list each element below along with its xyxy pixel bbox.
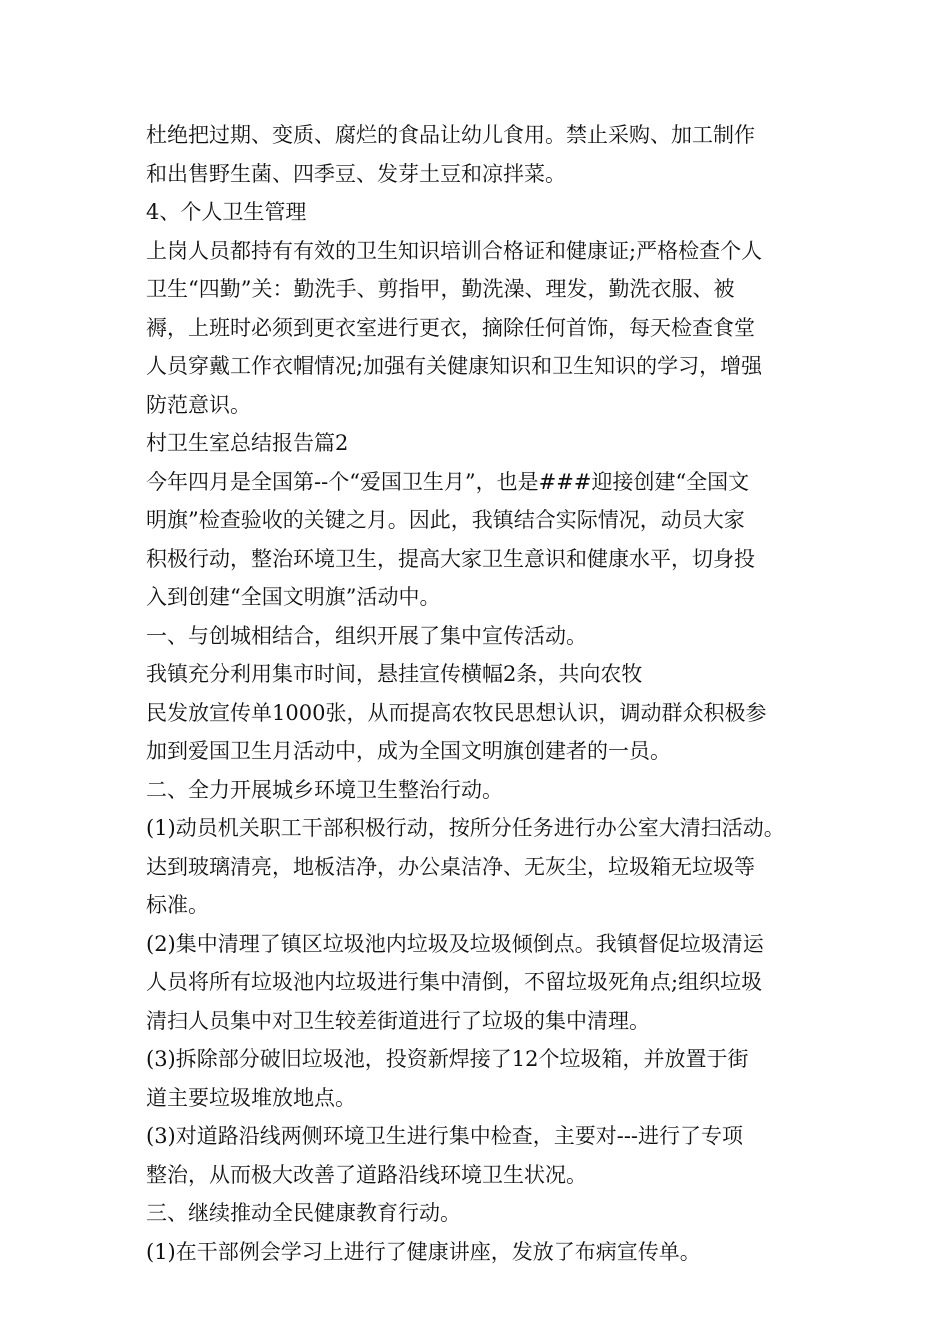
text-line: (2)集中清理了镇区垃圾池内垃圾及垃圾倾倒点。我镇督促垃圾清运: [146, 931, 764, 956]
text-line: 达到玻璃清亮，地板洁净，办公桌洁净、无灰尘，垃圾箱无垃圾等: [146, 854, 755, 879]
section-heading: 三、继续推动全民健康教育行动。: [146, 1201, 461, 1225]
text-line: 民发放宣传单1000张，从而提高农牧民思想认识，调动群众积极参: [146, 700, 767, 725]
text-line: (3)拆除部分破旧垃圾池，投资新焊接了12个垃圾箱，并放置于街: [146, 1047, 749, 1071]
text-line: 加到爱国卫生月活动中，成为全国文明旗创建者的一员。: [146, 739, 671, 763]
section-heading: 4、个人卫生管理: [146, 200, 307, 224]
text-line: 明旗”检查验收的关键之月。因此，我镇结合实际情况，动员大家: [146, 508, 745, 532]
text-line: 今年四月是全国第--个“爱国卫生月”，也是###迎接创建“全国文: [146, 469, 750, 494]
article-title: 村卫生室总结报告篇2: [146, 431, 349, 455]
section-heading: 一、与创城相结合，组织开展了集中宣传活动。: [146, 623, 587, 648]
text-line: 道主要垃圾堆放地点。: [146, 1085, 356, 1110]
text-line: 杜绝把过期、变质、腐烂的食品让幼儿食用。禁止采购、加工制作: [146, 123, 755, 147]
text-line: 标准。: [146, 893, 209, 917]
text-line: 人员穿戴工作衣帽情况;加强有关健康知识和卫生知识的学习，增强: [146, 354, 763, 378]
text-line: 整治，从而极大改善了道路沿线环境卫生状况。: [146, 1162, 587, 1187]
text-line: (3)对道路沿线两侧环境卫生进行集中检查，主要对---进行了专项: [146, 1124, 744, 1148]
text-line: 人员将所有垃圾池内垃圾进行集中清倒，不留垃圾死角点;组织垃圾: [146, 970, 763, 994]
text-line: 和出售野生菌、四季豆、发芽土豆和凉拌菜。: [146, 161, 566, 186]
text-line: 积极行动，整治环境卫生，提高大家卫生意识和健康水平，切身投: [146, 546, 755, 571]
text-line: (1)在干部例会学习上进行了健康讲座，发放了布病宣传单。: [146, 1239, 701, 1264]
text-line: 清扫人员集中对卫生较差街道进行了垃圾的集中清理。: [146, 1008, 650, 1033]
section-heading: 二、全力开展城乡环境卫生整治行动。: [146, 777, 503, 802]
text-line: 防范意识。: [146, 392, 251, 417]
text-line: 卫生“四勤”关：勤洗手、剪指甲，勤洗澡、理发，勤洗衣服、被: [146, 277, 735, 301]
text-line: 我镇充分利用集市时间，悬挂宣传横幅2条，共向农牧: [146, 662, 643, 686]
text-line: 上岗人员都持有有效的卫生知识培训合格证和健康证;严格检查个人: [146, 238, 763, 263]
text-line: (1)动员机关职工干部积极行动，按所分任务进行办公室大清扫活动。: [146, 816, 785, 840]
text-line: 褥，上班时必须到更衣室进行更衣，摘除任何首饰，每天检查食堂: [146, 315, 755, 340]
text-line: 入到创建“全国文明旗”活动中。: [146, 585, 441, 609]
document-body: [146, 116, 826, 1271]
